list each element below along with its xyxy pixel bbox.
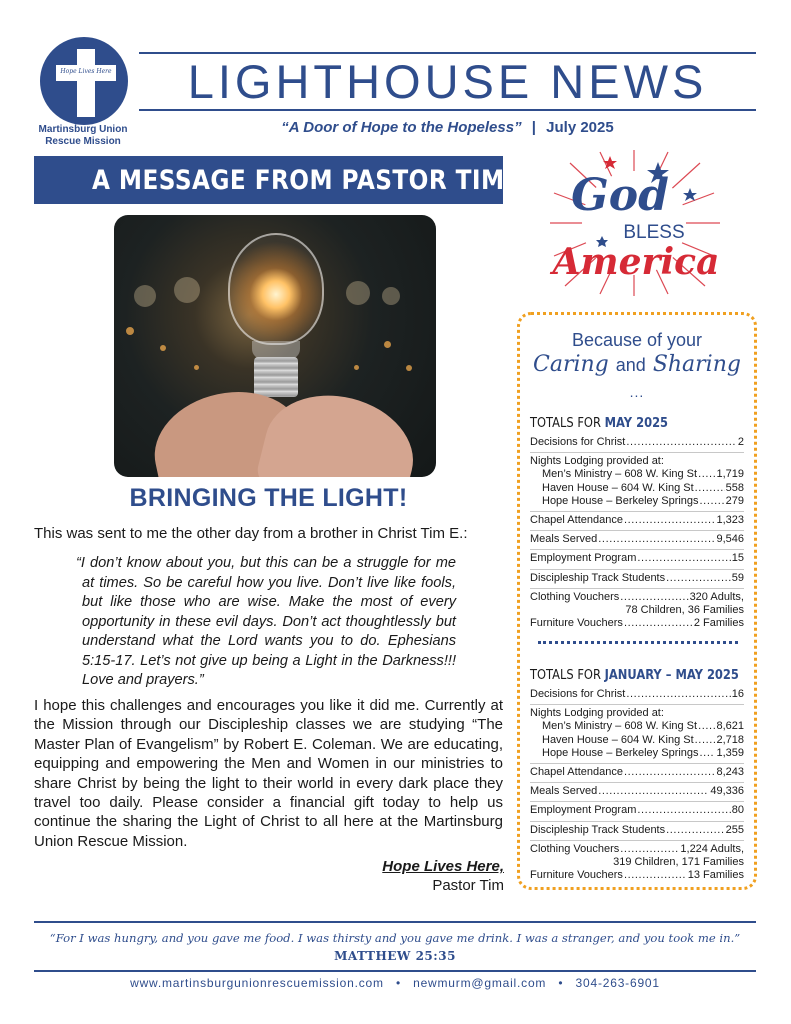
stat-discipleship: Discipleship Track Students ..... 255 (530, 822, 744, 841)
masthead-rule-bottom (139, 109, 756, 111)
banner-title: A MESSAGE FROM PASTOR TIM (92, 164, 505, 196)
heading-ellipsis: ... (629, 384, 645, 400)
totals-may-prefix: TOTALS FOR (530, 415, 601, 431)
article-body: I hope this challenges and encourages you like it did me. Currently at the Mission through our Discipleship classes we are studying “The Master Plan of Evangelism” by Robert E. Coleman. We are educating, equipping and empowering the Men and Women in our ministries to share Christ by being the light to their world in every dark place they travel too daily. Please consider a financial gift today to help us continue the sharing the Light of Christ to all here at the Martinsburg Union Rescue Mission. (34, 697, 503, 850)
totals-may-list (530, 434, 744, 633)
bullet-separator: • (395, 976, 401, 990)
god-bless-america-graphic (540, 148, 728, 298)
totals-ytd-prefix: TOTALS FOR (530, 667, 601, 683)
stat-discipleship: Discipleship Track Students ..... 59 (530, 570, 744, 589)
lightbulb-icon (228, 233, 324, 345)
org-name-line1: Martinsburg Union (38, 124, 128, 135)
lightbulb-photo (114, 215, 436, 477)
totals-divider (538, 641, 738, 644)
footer-rule-bottom (34, 970, 756, 972)
stat-employment: Employment Program ..... 80 (530, 802, 744, 821)
sharing-text: Sharing (652, 352, 741, 377)
article-intro: This was sent to me the other day from a brother in Christ Tim E.: (34, 525, 468, 542)
masthead-title: LIGHTHOUSE NEWS (187, 55, 708, 108)
totals-ytd-period: JANUARY – MAY 2025 (604, 667, 739, 683)
website-link[interactable]: www.martinsburgunionrescuemission.com (130, 976, 384, 990)
stat-chapel: Chapel Attendance ..... 1,323 (530, 512, 744, 531)
stat-meals: Meals Served ..... 9,546 (530, 531, 744, 550)
article-signoff: Hope Lives Here, (382, 858, 504, 875)
totals-ytd-list (530, 686, 744, 885)
contact-line (34, 976, 756, 990)
footer-rule-top (34, 921, 756, 923)
stat-nights-lodging: Nights Lodging provided at: Men’s Ministry – 608 W. King St ..... 1,719 Haven House – 604 W. King St ..... 558 Hope House – Berkeley Springs ..... 279 (530, 453, 744, 512)
star-icon (683, 188, 697, 201)
bullet-separator: • (558, 976, 564, 990)
totals-may-period: MAY 2025 (604, 415, 669, 431)
article-quote: “I don’t know about you, but this can be a struggle for me at times. So be careful how you live. Don’t live like fools, but like those who are wise. Make the most of every opportunity in these evil days. Don’t act thoughtlessly but understand what the Lord wants you to do. Ephesians 5:15-17. Let’s not give up being a Light in the Darkness!!! Love and prayers.” (76, 555, 456, 688)
stat-clothing: Clothing Vouchers ..... 320 Adults, 78 Children, 36 Families Furniture Vouchers ..... 2 Families (530, 589, 744, 634)
star-icon (603, 156, 617, 169)
tagline (139, 119, 756, 136)
masthead-rule-top (139, 52, 756, 54)
email-link[interactable]: newmurm@gmail.com (413, 976, 547, 990)
caring-text: Caring (533, 352, 609, 377)
footer-reference: MATTHEW 25:35 (334, 949, 456, 963)
stat-employment: Employment Program ..... 15 (530, 550, 744, 569)
stat-chapel: Chapel Attendance ..... 8,243 (530, 764, 744, 783)
totals-ytd-title (530, 667, 739, 683)
stat-clothing: Clothing Vouchers ..... 1,224 Adults, 319 Children, 171 Families Furniture Vouchers ..... 13 Families (530, 841, 744, 886)
stat-decisions: Decisions for Christ ..... 2 (530, 434, 744, 453)
org-name-line2: Rescue Mission (45, 136, 121, 147)
tagline-quote: “A Door of Hope to the Hopeless” (281, 119, 522, 136)
stat-decisions: Decisions for Christ ..... 16 (530, 686, 744, 705)
cross-icon (77, 49, 95, 117)
stat-nights-lodging: Nights Lodging provided at: Men’s Ministry – 608 W. King St ..... 8,621 Haven House – 604 W. King St ..... 2,718 Hope House – Berkeley Springs ..... 1,359 (530, 705, 744, 764)
tagline-separator: | (531, 119, 536, 136)
pastor-banner (34, 156, 503, 204)
and-text: and (615, 355, 646, 375)
footer-scripture: “For I was hungry, and you gave me food. I was thirsty and you gave me drink. I was a stranger, and you took me in.” (49, 931, 741, 945)
god-text: God (571, 170, 669, 221)
america-text: America (552, 241, 720, 283)
totals-may-title (530, 415, 714, 431)
caring-sharing-heading (520, 352, 754, 377)
issue-date: July 2025 (546, 119, 614, 136)
article-signature: Pastor Tim (432, 877, 504, 894)
mission-logo (40, 37, 128, 125)
phone-number[interactable]: 304-263-6901 (575, 976, 660, 990)
bless-text: BLESS (623, 222, 685, 243)
stat-meals: Meals Served ..... 49,336 (530, 783, 744, 802)
logo-text: Hope Lives Here (60, 68, 112, 75)
article-headline: BRINGING THE LIGHT! (129, 484, 408, 512)
org-name (22, 124, 144, 148)
because-heading: Because of your (571, 330, 703, 350)
